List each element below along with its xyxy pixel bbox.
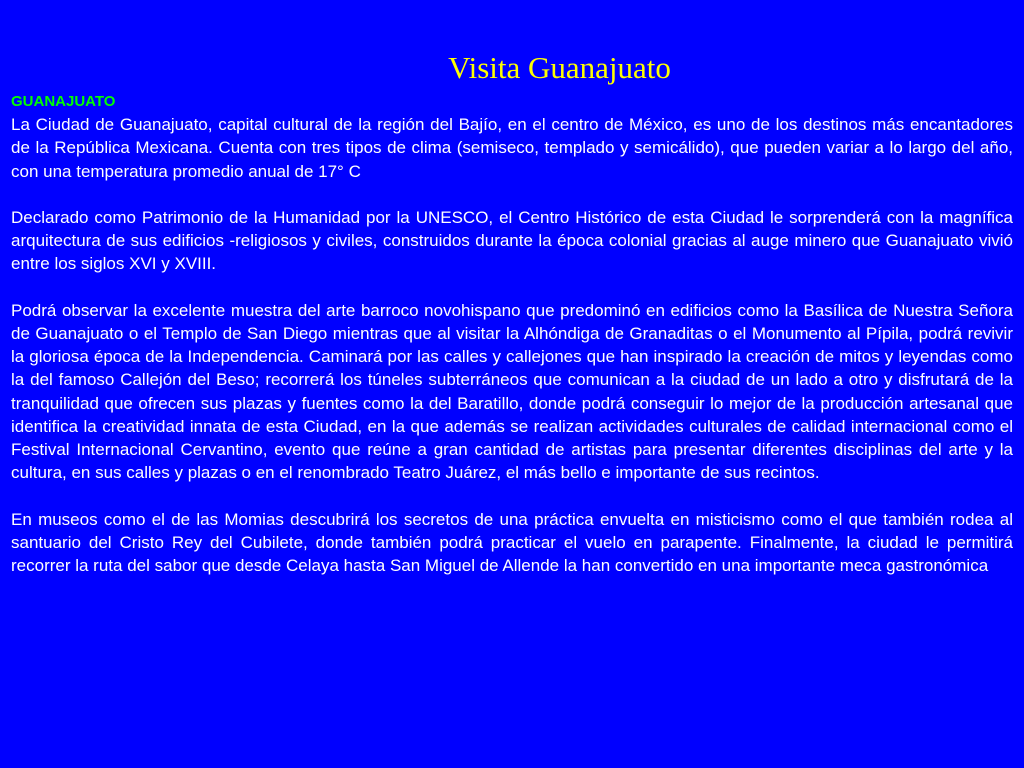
slide-content [11, 90, 1013, 577]
paragraph-intro: La Ciudad de Guanajuato, capital cultural de la región del Bajío, en el centro de México, es uno de los destinos más encantadores de la República Mexicana. Cuenta con tres tipos de clima (semiseco, templado y semicálido), que pueden variar a lo largo del año, con una temperatura promedio anual de 17° C [11, 115, 1013, 181]
paragraph-unesco: Declarado como Patrimonio de la Humanidad por la UNESCO, el Centro Histórico de esta Ciudad le sorprenderá con la magnífica arquitectura de sus edificios -religiosos y civiles, construidos durante la época colonial gracias al auge minero que Guanajuato vivió entre los siglos XVI y XVIII. [11, 208, 1013, 274]
section-heading: GUANAJUATO [11, 93, 116, 110]
slide-title: Visita Guanajuato [448, 50, 671, 85]
paragraph-barroco: Podrá observar la excelente muestra del arte barroco novohispano que predominó en edificios como la Basílica de Nuestra Señora de Guanajuato o el Templo de San Diego mientras que al visitar la Alhóndiga de Granaditas o el Monumento al Pípila, podrá revivir la gloriosa época de la Independencia. Caminará por las calles y callejones que han inspirado la creación de mitos y leyendas como la del famoso Callejón del Beso; recorrerá los túneles subterráneos que comunican a la ciudad de un lado a otro y disfrutará de la tranquilidad que ofrecen sus plazas y fuentes como la del Baratillo, donde podrá conseguir lo mejor de la producción artesanal que identifica la creatividad innata de esta Ciudad, en la que además se realizan actividades culturales de calidad internacional como el Festival Internacional Cervantino, evento que reúne a gran cantidad de artistas para presentar diferentes disciplinas del arte y la cultura, en sus calles y plazas o en el renombrado Teatro Juárez, el más bello e importante de sus recintos. [11, 300, 1013, 483]
paragraph-museos: En museos como el de las Momias descubrirá los secretos de una práctica envuelta en misticismo como el que también rodea al santuario del Cristo Rey del Cubilete, donde también podrá practicar el vuelo en parapente. Finalmente, la ciudad le permitirá recorrer la ruta del sabor que desde Celaya hasta San Miguel de Allende la han convertido en una importante meca gastronómica [11, 509, 1013, 576]
